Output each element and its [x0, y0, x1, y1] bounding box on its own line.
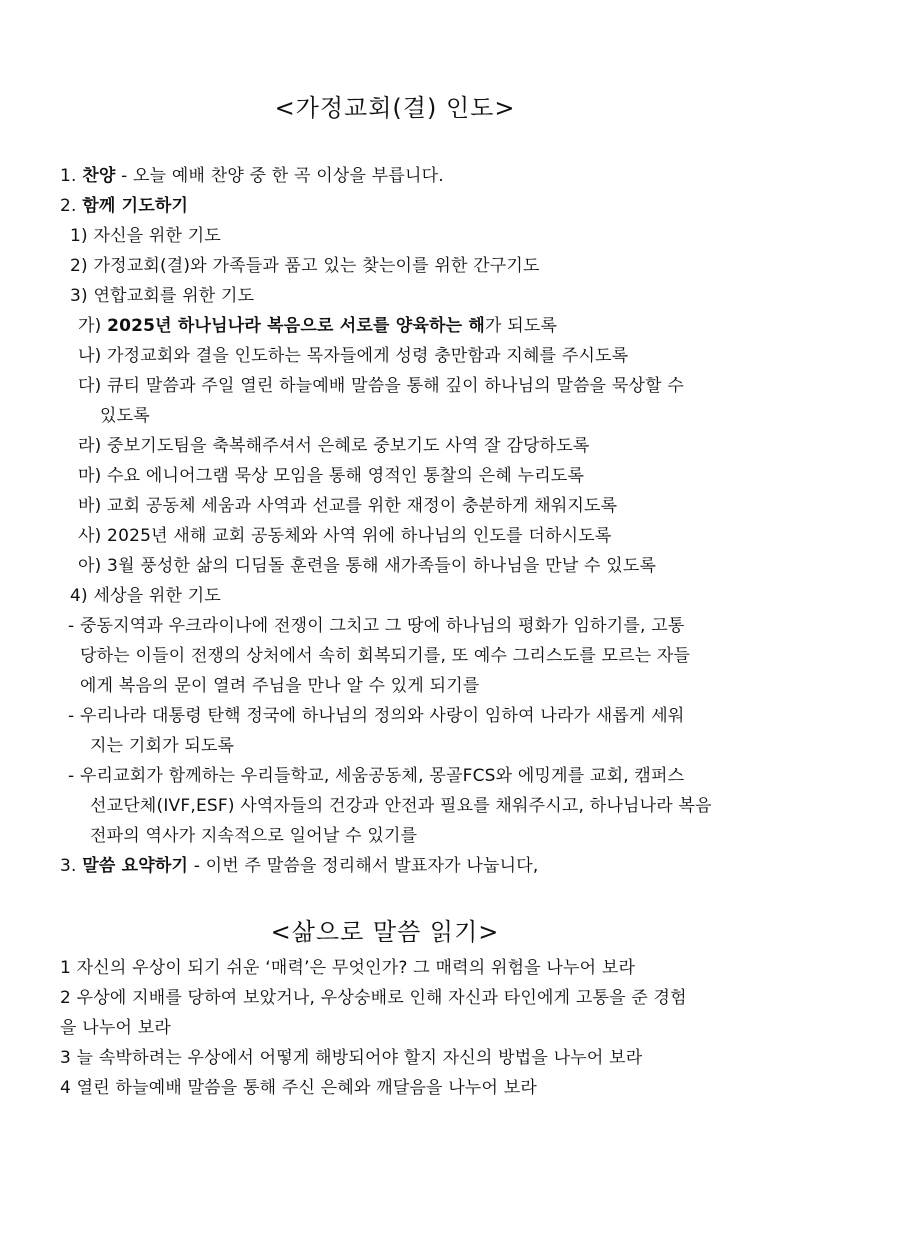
- world-prayer-2-line2: 지는 기회가 되도록: [90, 736, 235, 756]
- section-title-home-church: <가정교회(결) 인도>: [274, 94, 516, 122]
- world-prayer-3-line3: 전파의 역사가 지속적으로 일어날 수 있기를: [90, 826, 418, 846]
- prayer-item-sa: 사) 2025년 새해 교회 공동체와 사역 위에 하나님의 인도를 더하시도록: [78, 526, 612, 546]
- prayer-self: 1) 자신을 위한 기도: [70, 226, 222, 246]
- prayer-item-aa: 아) 3월 풍성한 삶의 디딤돌 훈련을 통해 새가족들이 하나님을 만날 수 있도록: [78, 556, 657, 576]
- world-prayer-1-line1: - 중동지역과 우크라이나에 전쟁이 그치고 그 땅에 하나님의 평화가 임하기를, 고통: [68, 616, 685, 636]
- item-prayer: [60, 196, 188, 216]
- question-1: 1 자신의 우상이 되기 쉬운 ‘매력’은 무엇인가? 그 매력의 위험을 나누어 보라: [60, 958, 636, 978]
- world-prayer-1-line3: 에게 복음의 문이 열려 주님을 만나 알 수 있게 되기를: [80, 676, 480, 696]
- item-heading: 말씀 요약하기: [82, 856, 189, 876]
- prayer-item-bold: 2025년 하나님나라 복음으로 서로를 양육하는 해: [107, 316, 485, 336]
- question-3: 3 늘 속박하려는 우상에서 어떻게 해방되어야 할지 자신의 방법을 나누어 보라: [60, 1048, 643, 1068]
- item-summary: [60, 856, 538, 876]
- item-heading: 찬양: [82, 166, 116, 186]
- item-praise: [60, 166, 444, 186]
- item-text: - 오늘 예배 찬양 중 한 곡 이상을 부릅니다.: [115, 166, 444, 186]
- item-heading: 함께 기도하기: [82, 196, 189, 216]
- item-number: 2.: [60, 196, 77, 216]
- world-prayer-3-line2: 선교단체(IVF,ESF) 사역자들의 건강과 안전과 필요를 채워주시고, 하나님나라 복음: [90, 796, 712, 816]
- prayer-item-ra: 라) 중보기도팀을 축복해주셔서 은혜로 중보기도 사역 잘 감당하도록: [78, 436, 590, 456]
- section-title-word-reading: <삶으로 말씀 읽기>: [270, 918, 500, 946]
- item-number: 1.: [60, 166, 77, 186]
- prayer-item-prefix: 가): [78, 316, 108, 336]
- prayer-united-church: 3) 연합교회를 위한 기도: [70, 286, 255, 306]
- prayer-item-ba: 바) 교회 공동체 세움과 사역과 선교를 위한 재정이 충분하게 채워지도록: [78, 496, 618, 516]
- prayer-item-da-cont: 있도록: [100, 406, 150, 426]
- question-2-line1: 2 우상에 지배를 당하여 보았거나, 우상숭배로 인해 자신과 타인에게 고통을 준 경험: [60, 988, 687, 1008]
- item-number: 3.: [60, 856, 77, 876]
- prayer-home-church: 2) 가정교회(결)와 가족들과 품고 있는 찾는이를 위한 간구기도: [70, 256, 540, 276]
- question-2-line2: 을 나누어 보라: [60, 1018, 171, 1038]
- item-text: - 이번 주 말씀을 정리해서 발표자가 나눕니다,: [188, 856, 539, 876]
- prayer-item-ga: [78, 316, 557, 336]
- world-prayer-3-line1: - 우리교회가 함께하는 우리들학교, 세움공동체, 몽골FCS와 에밍게를 교회, 캠퍼스: [68, 766, 685, 786]
- prayer-item-da: 다) 큐티 말씀과 주일 열린 하늘예배 말씀을 통해 깊이 하나님의 말씀을 묵상할 수: [78, 376, 684, 396]
- prayer-item-ma: 마) 수요 에니어그램 묵상 모임을 통해 영적인 통찰의 은혜 누리도록: [78, 466, 585, 486]
- prayer-world: 4) 세상을 위한 기도: [70, 586, 222, 606]
- prayer-item-na: 나) 가정교회와 결을 인도하는 목자들에게 성령 충만함과 지혜를 주시도록: [78, 346, 629, 366]
- prayer-item-suffix: 가 되도록: [484, 316, 558, 336]
- world-prayer-1-line2: 당하는 이들이 전쟁의 상처에서 속히 회복되기를, 또 예수 그리스도를 모르는 자들: [80, 646, 691, 666]
- world-prayer-2-line1: - 우리나라 대통령 탄핵 정국에 하나님의 정의와 사랑이 임하여 나라가 새롭게 세워: [68, 706, 685, 726]
- question-4: 4 열린 하늘예배 말씀을 통해 주신 은혜와 깨달음을 나누어 보라: [60, 1078, 537, 1098]
